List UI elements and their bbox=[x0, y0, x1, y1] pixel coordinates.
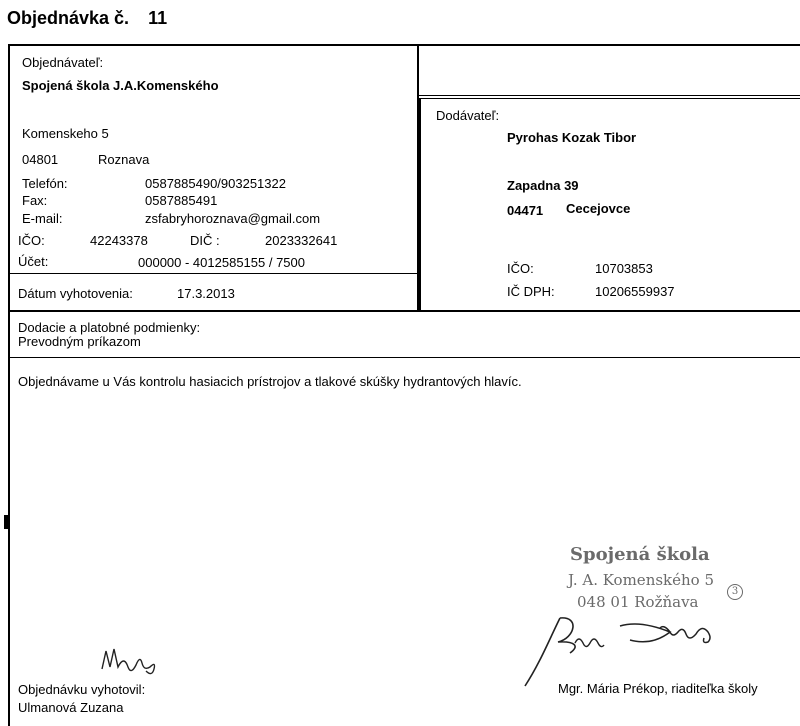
author-signature bbox=[98, 645, 168, 675]
frame-top-line bbox=[8, 44, 800, 46]
orderer-label: Objednávateľ: bbox=[22, 55, 104, 70]
supplier-top-line bbox=[419, 95, 800, 96]
terms-value: Prevodným príkazom bbox=[18, 334, 141, 349]
author-name: Ulmanová Zuzana bbox=[18, 700, 124, 715]
date-value: 17.3.2013 bbox=[177, 286, 235, 301]
orderer-dic-label: DIČ : bbox=[190, 233, 220, 248]
stamp-mark: 3 bbox=[727, 584, 743, 600]
supplier-street: Zapadna 39 bbox=[507, 178, 579, 193]
supplier-ico-value: 10703853 bbox=[595, 261, 653, 276]
director-name: Mgr. Mária Prékop, riaditeľka školy bbox=[558, 681, 758, 696]
orderer-ico-label: IČO: bbox=[18, 233, 45, 248]
date-label: Dátum vyhotovenia: bbox=[18, 286, 133, 301]
supplier-icdph-label: IČ DPH: bbox=[507, 284, 555, 299]
date-top-line bbox=[8, 273, 419, 274]
binding-mark bbox=[4, 515, 8, 529]
email-label: E-mail: bbox=[22, 211, 63, 226]
account-label: Účet: bbox=[18, 254, 49, 269]
stamp-line-1: Spojená škola bbox=[570, 544, 710, 565]
date-bottom-line bbox=[8, 310, 800, 312]
orderer-zip: 04801 bbox=[22, 152, 59, 167]
order-title-label: Objednávka č. bbox=[7, 8, 130, 28]
phone-label: Telefón: bbox=[22, 176, 68, 191]
account-value: 000000 - 4012585155 / 7500 bbox=[138, 255, 305, 270]
email-value: zsfabryhoroznava@gmail.com bbox=[145, 211, 321, 226]
terms-label: Dodacie a platobné podmienky: bbox=[18, 320, 201, 335]
frame-left-line bbox=[8, 44, 10, 726]
director-signature bbox=[520, 608, 750, 688]
supplier-top-line-2 bbox=[419, 98, 800, 99]
supplier-ico-label: IČO: bbox=[507, 261, 534, 276]
supplier-zip: 04471 bbox=[507, 203, 544, 218]
author-label: Objednávku vyhotovil: bbox=[18, 682, 146, 697]
order-title bbox=[7, 8, 167, 29]
supplier-left-line bbox=[419, 98, 421, 312]
order-body-text: Objednávame u Vás kontrolu hasiacich prístrojov a tlakové skúšky hydrantových hlavíc. bbox=[18, 374, 522, 389]
stamp-line-2: J. A. Komenského 5 bbox=[568, 571, 715, 589]
stamp-line-3: 048 01 Rožňava bbox=[577, 593, 699, 611]
supplier-icdph-value: 10206559937 bbox=[595, 284, 675, 299]
orderer-ico-value: 42243378 bbox=[90, 233, 148, 248]
supplier-city: Cecejovce bbox=[566, 201, 631, 216]
orderer-name: Spojená škola J.A.Komenského bbox=[22, 78, 219, 93]
supplier-label: Dodávateľ: bbox=[436, 108, 500, 123]
orderer-street: Komenskeho 5 bbox=[22, 126, 109, 141]
phone-value: 0587885490/903251322 bbox=[145, 176, 286, 191]
orderer-dic-value: 2023332641 bbox=[265, 233, 338, 248]
order-number: 11 bbox=[148, 8, 168, 28]
fax-label: Fax: bbox=[22, 193, 48, 208]
orderer-city: Roznava bbox=[98, 152, 150, 167]
fax-value: 0587885491 bbox=[145, 193, 218, 208]
supplier-name: Pyrohas Kozak Tibor bbox=[507, 130, 637, 145]
terms-bottom-line bbox=[8, 357, 800, 358]
